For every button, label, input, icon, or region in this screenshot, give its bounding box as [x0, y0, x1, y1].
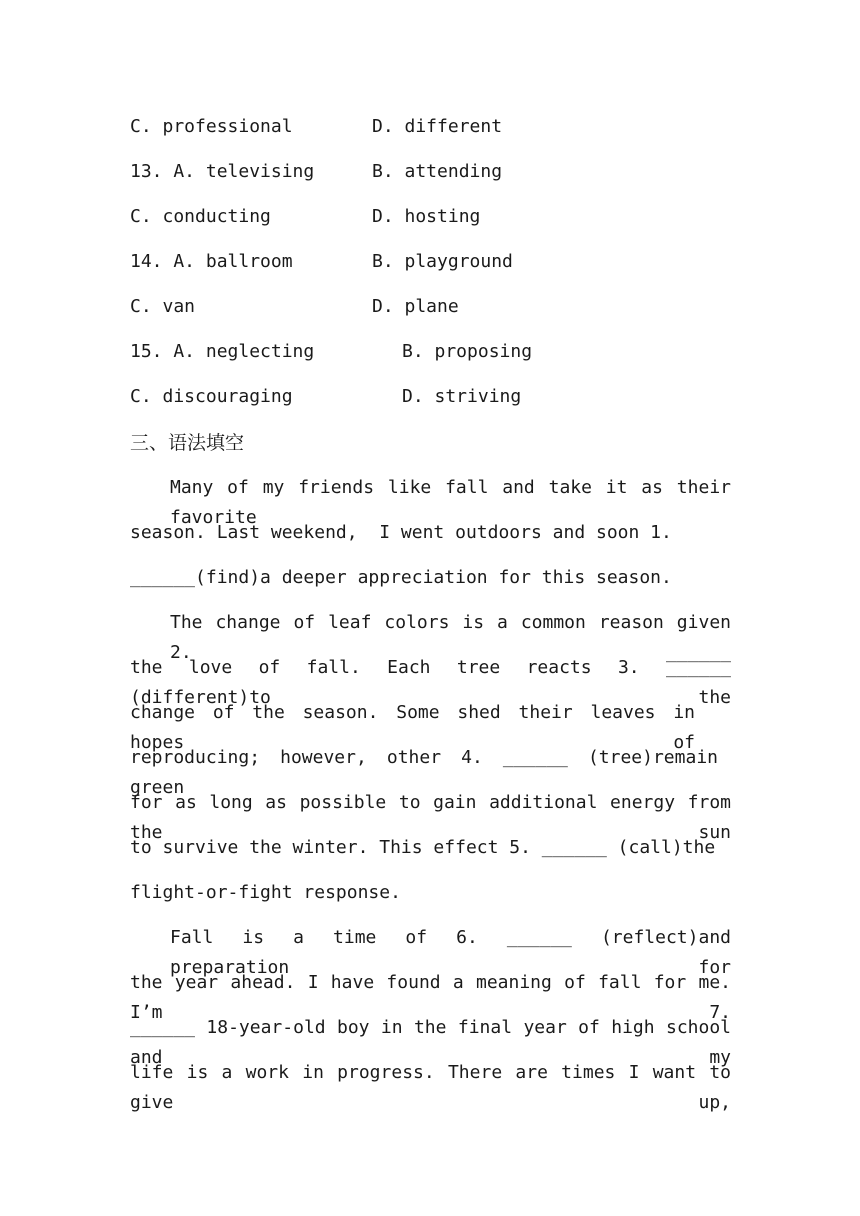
- option-right: D. plane: [372, 296, 459, 317]
- option-right: B. playground: [372, 251, 513, 272]
- passage-line: season. Last weekend, I went outdoors and soon 1.: [130, 522, 672, 543]
- option-row: [130, 157, 503, 187]
- option-row: [130, 247, 513, 277]
- passage-line: change of the season. Some shed their leaves in hopes of: [130, 702, 695, 753]
- passage-line: the year ahead. I have found a meaning of fall for me. I’m 7.: [130, 972, 731, 1023]
- option-row: [130, 112, 503, 142]
- option-right: D. hosting: [372, 206, 481, 227]
- option-left: 15. A. neglecting: [130, 341, 315, 362]
- option-right: B. attending: [372, 161, 503, 182]
- section-title: 三、语法填空: [130, 432, 245, 454]
- option-right: D. different: [372, 116, 503, 137]
- option-row: [130, 337, 533, 367]
- option-left: C. van: [130, 296, 196, 317]
- passage-line: ______(find)a deeper appreciation for this season.: [130, 567, 672, 588]
- option-left: 14. A. ballroom: [130, 251, 293, 272]
- passage-line: the love of fall. Each tree reacts 3. ______ (different)to the: [130, 657, 731, 708]
- option-row: [130, 202, 481, 232]
- option-right: B. proposing: [402, 341, 533, 362]
- passage-line: life is a work in progress. There are times I want to give up,: [130, 1062, 731, 1113]
- passage-line: Fall is a time of 6. ______ (reflect)and preparation for: [170, 927, 731, 978]
- passage-line: reproducing; however, other 4. ______ (tree)remain green: [130, 747, 718, 798]
- passage-line: Many of my friends like fall and take it as their favorite: [170, 477, 731, 528]
- option-left: C. discouraging: [130, 386, 293, 407]
- option-left: C. conducting: [130, 206, 271, 227]
- option-row: [130, 292, 459, 322]
- option-row: [130, 382, 522, 412]
- passage-line: to survive the winter. This effect 5. ______ (call)the: [130, 837, 716, 858]
- option-left: C. professional: [130, 116, 293, 137]
- passage-line: ______ 18-year-old boy in the final year of high school and my: [130, 1017, 731, 1068]
- passage-line: for as long as possible to gain additional energy from the sun: [130, 792, 731, 843]
- option-right: D. striving: [402, 386, 522, 407]
- option-left: 13. A. televising: [130, 161, 315, 182]
- passage-line: The change of leaf colors is a common reason given 2. ______: [170, 612, 731, 663]
- passage-line: flight-or-fight response.: [130, 882, 401, 903]
